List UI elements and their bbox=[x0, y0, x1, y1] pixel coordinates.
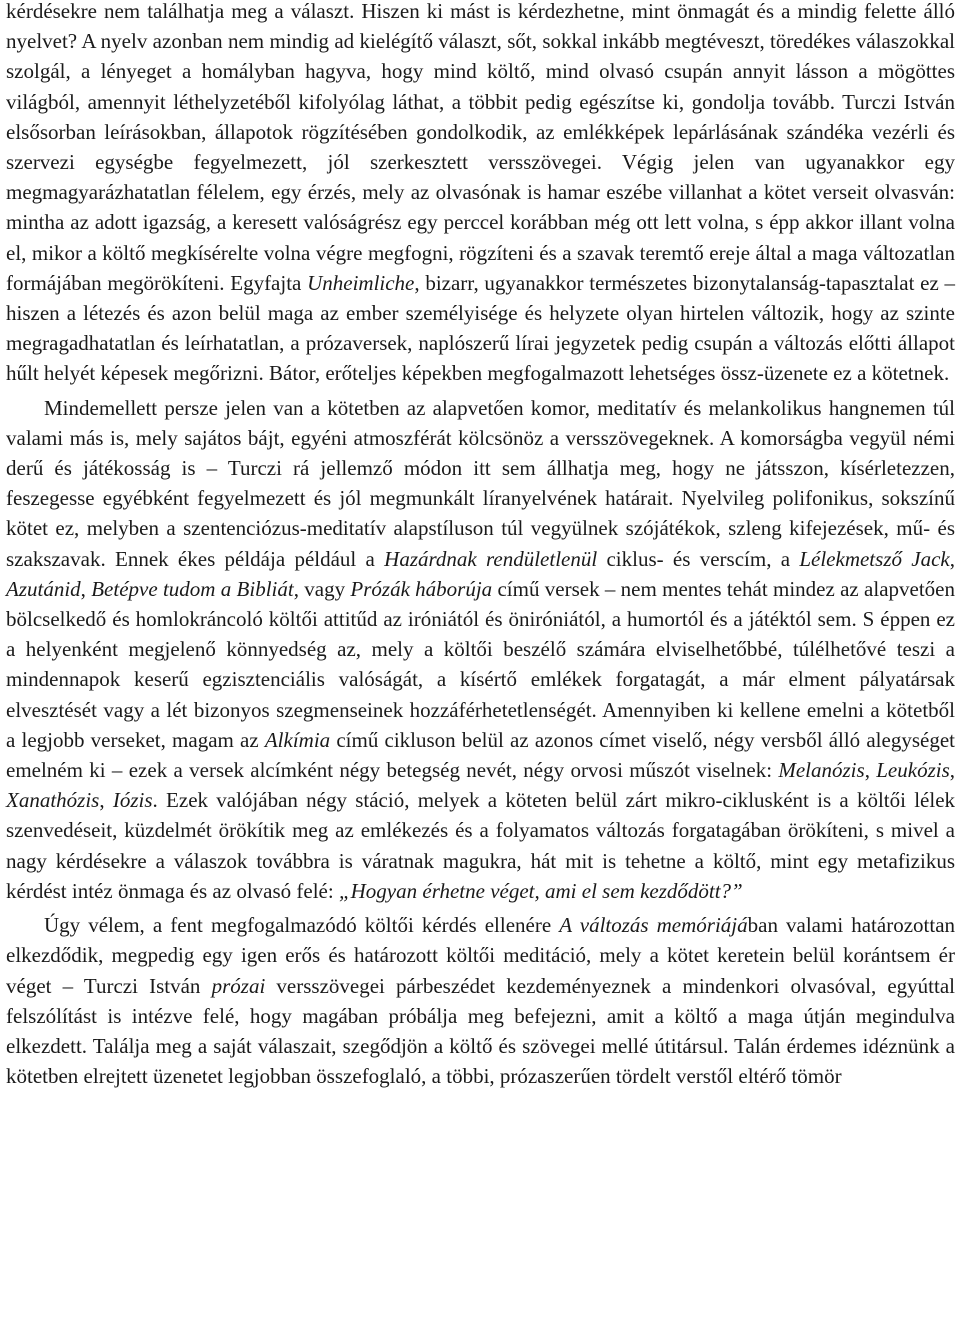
paragraph-2-text: , vagy bbox=[293, 576, 351, 601]
paragraph-2-italic-title: Betépve tudom a Bibliát bbox=[91, 576, 294, 601]
paragraph-3 bbox=[6, 910, 955, 1091]
paragraph-1-italic-term: Unheimliche bbox=[307, 270, 415, 295]
paragraph-2-italic-title: Azutánid bbox=[6, 576, 81, 601]
paragraph-2-italic-title: Xanathózis bbox=[6, 788, 100, 813]
paragraph-2-italic-title: Prózák háborúja bbox=[350, 576, 493, 601]
paragraph-2-text: ciklus- és verscím, a bbox=[597, 546, 800, 571]
paragraph-2-text: című versek – nem mentes tehát mindez az alapvetően bölcselkedő és homlokráncoló költői attitűd az iróniától és öniróniától, a humortól és a játéktól sem. S éppen ez a helyenként megjelenő könnyedség az, mely a költői beszélő számára elviselhetőbbé, túlélhetővé teszi a mindennapok keserű egzisztenciális valóságát, a kísértő emlékek forgatagát, a már elment pályatársak elvesztését vagy a lét bizonyos szegmenseinek hozzáférhetetlenségét. Amennyiben ki kellene emelni a kötetből a legjobb verseket, magam az bbox=[6, 576, 955, 752]
paragraph-1-text: , bizarr, ugyanakkor természetes bizonytalanság-tapasztalat ez – hiszen a létezés és azon belül maga az ember személyisége és helyzete olyan hirtelen változik, hogy az szinte megragadhatatlan és leírhatatlan, a prózaversek, naplószerű lírai jegyzetek pedig csupán a változás előtti állapot hűlt helyét képesek megőrizni. Bátor, erőteljes képekben megfogalmazott lehetséges össz-üzenete ez a kötetnek. bbox=[6, 270, 955, 386]
paragraph-3-italic-term: prózai bbox=[211, 973, 266, 998]
paragraph-2-italic-title: Lélekmetsző Jack bbox=[799, 546, 950, 571]
paragraph-3-text: Úgy vélem, a fent megfogalmazódó költői kérdés ellenére bbox=[44, 913, 560, 938]
paragraph-1-text: kérdésekre nem találhatja meg a választ. Hiszen ki mást is kérdezhetne, mint önmagát és a mindig felette álló nyelvet? A nyelv azonban nem mindig ad kielégítő választ, sőt, sokkal inkább megtéveszt, töredékes válaszokkal szolgál, a lényeget a homályban hagyva, hogy mind költő, mind olvasó csupán annyit lásson a mögöttes világból, amennyit léthelyzetéből kifolyólag láthat, a többit pedig egészítse ki, gondolja tovább. Turczi István elsősorban leírásokban, állapotok rögzítésében gondolkodik, az emlékképek lepárlásának szándéka vezérli és szervezi egységbe fegyelmezett, jól szerkesztett versszövegei. Végig jelen van ugyanakkor egy megmagyarázhatatlan félelem, egy érzés, mely az olvasónak is hamar eszébe villanhat a kötet verseit olvasván: mintha az adott igazság, a keresett valóságrész egy perccel korábban még ott lett volna, s épp akkor illant volna el, mikor a költő megkísérelte volna végre megfogni, rögzíteni és a szavak teremtő ereje által a maga változatlan formájában megörökíteni. Egyfajta bbox=[6, 0, 955, 295]
paragraph-2-text: , bbox=[949, 546, 955, 571]
paragraph-2-text: című cikluson belül az azonos címet viselő, négy versből álló alegységet emelném ki – ezek a versek alcímként négy betegség nevét, négy orvosi műszót viselnek: bbox=[6, 727, 955, 783]
paragraph-2-italic-quote: „Hogyan érhetne véget, ami el sem kezdődött?” bbox=[338, 878, 743, 903]
paragraph-2 bbox=[6, 393, 955, 906]
paragraph-2-italic-title: Alkímia bbox=[264, 727, 331, 752]
paragraph-2-text: , bbox=[80, 576, 92, 601]
paragraph-3-italic-title: A változás memóriájá bbox=[559, 913, 748, 938]
paragraph-2-text: , bbox=[99, 788, 113, 813]
paragraph-2-italic-title: Leukózis bbox=[876, 758, 950, 783]
paragraph-2-italic-title: Iózis bbox=[112, 788, 153, 813]
paragraph-2-text: Mindemellett persze jelen van a kötetben az alapvetően komor, meditatív és melankolikus hangnemen túl valami más is, mely sajátos bájt, egyéni atmoszférát kölcsönöz a versszövegeknek. A komorságba vegyül némi derű és játékosság is – Turczi rá jellemző módon itt sem állhatja meg, hogy ne játsszon, kísérletezzen, feszegesse egyébként fegyelmezett és jól megmunkált líranyelvének határait. Nyelvileg polifonikus, sokszínű kötet ez, melyben a szentenciózus-meditatív alapstíluson túl vegyülnek szójátékok, szleng kifejezések, mű- és szakszavak. Ennek ékes példája például a bbox=[6, 395, 955, 571]
paragraph-1 bbox=[6, 0, 955, 389]
paragraph-3-text: ban valami határozottan elkezdődik, megpedig egy igen erős és határozott költői meditáció, mely a kötet keretein belül korántsem ér véget – Turczi István bbox=[6, 913, 956, 998]
paragraph-2-text: . Ezek valójában négy stáció, melyek a köteten belül zárt mikro-ciklusként is a költői lélek szenvedéseit, küzdelmét örökítik meg az emlékezés és a folyamatos változás forgatagában örökíteni, s mivel a nagy kérdésekre a válaszok továbbra is váratnak magukra, hát mit is tehetne a költő, mint egy metafizikus kérdést intéz önmaga és az olvasó felé: bbox=[6, 788, 956, 903]
document-page bbox=[6, 0, 955, 1091]
paragraph-2-text: , bbox=[949, 758, 955, 783]
paragraph-2-italic-title: Hazárdnak rendületlenül bbox=[384, 546, 598, 571]
paragraph-2-italic-title: Melanózis bbox=[778, 758, 865, 783]
paragraph-3-text: versszövegei párbeszédet kezdeményeznek a mindenkori olvasóval, egyúttal felszólítást is intézve felé, hogy magában próbálja meg befejezni, amit a költő a maga útján megindulva elkezdett. Találja meg a saját válaszait, szegődjön a költő és szövegei mellé útitársul. Talán érdemes idéznünk a kötetben elrejtett üzenetet legjobban összefoglaló, a többi, prózaszerűen tördelt verstől eltérő tömör bbox=[6, 973, 956, 1089]
paragraph-2-text: , bbox=[864, 758, 877, 783]
